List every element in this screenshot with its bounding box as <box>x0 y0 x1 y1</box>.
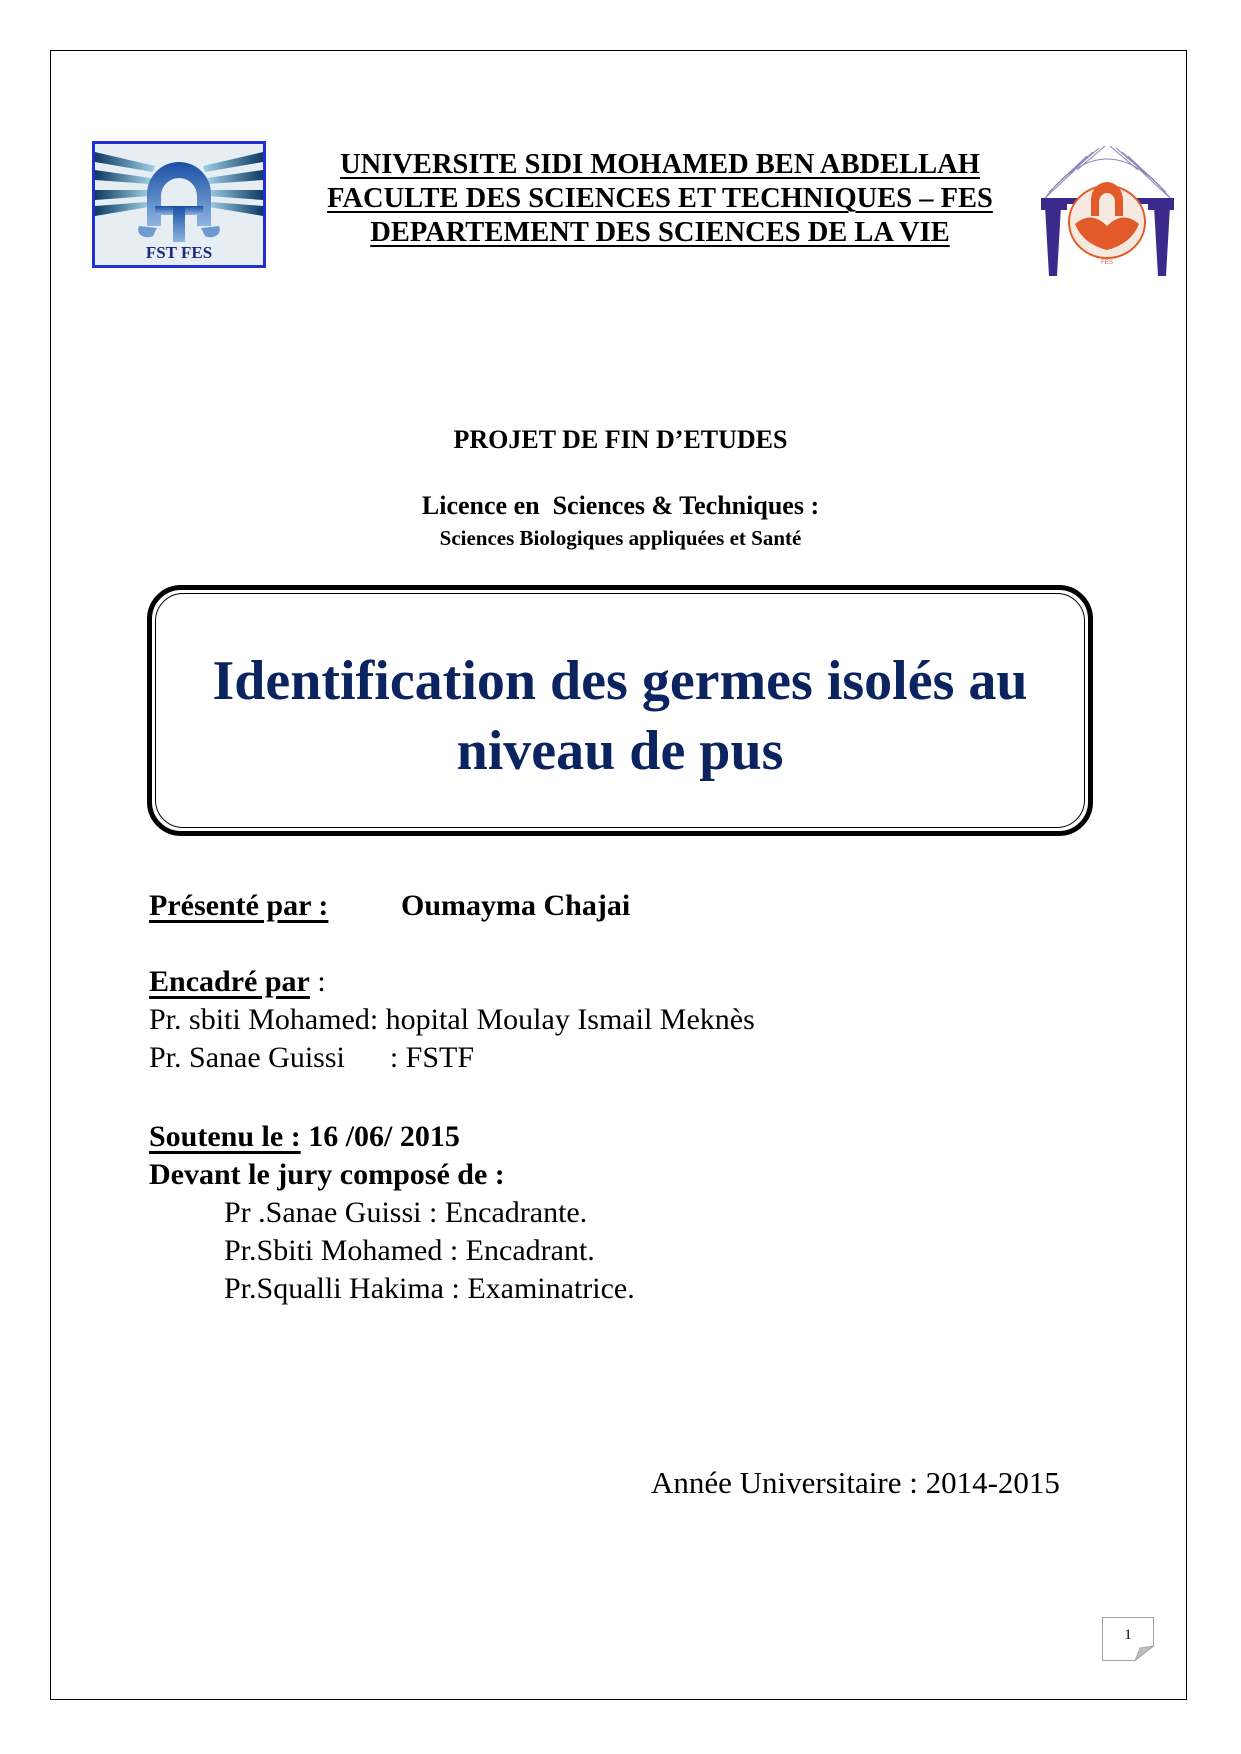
svg-text:FST FES: FST FES <box>145 243 213 262</box>
thesis-title <box>150 646 1090 786</box>
university-emblem-icon <box>1035 140 1180 280</box>
presented-by-label: Présenté par : <box>149 889 329 922</box>
usmba-logo <box>1035 140 1180 280</box>
supervised-by <box>149 965 326 999</box>
fst-emblem-icon <box>95 144 263 265</box>
supervisor-2: Pr. Sanae Guissi : FSTF <box>149 1041 475 1074</box>
degree-name: Licence en Sciences & Techniques : <box>421 491 820 520</box>
supervisor-1: Pr. sbiti Mohamed: hopital Moulay Ismail Meknès <box>149 1003 755 1036</box>
jury-member: Pr.Squalli Hakima : Examinatrice. <box>224 1272 635 1305</box>
faculty-name: FACULTE DES SCIENCES ET TECHNIQUES – FES <box>327 183 993 214</box>
project-type: PROJET DE FIN D’ETUDES <box>453 425 788 454</box>
jury-label: Devant le jury composé de : <box>149 1158 505 1191</box>
svg-text:FES: FES <box>1101 260 1113 266</box>
academic-year: Année Universitaire : 2014-2015 <box>651 1465 1060 1500</box>
supervised-by-label: Encadré par <box>149 965 310 998</box>
jury-member: Pr.Sbiti Mohamed : Encadrant. <box>224 1234 595 1267</box>
fst-fes-logo <box>92 141 266 268</box>
page-number: 1 <box>1124 1627 1132 1643</box>
presented-by <box>149 889 631 923</box>
degree-specialty: Sciences Biologiques appliquées et Santé <box>439 526 802 550</box>
page-number-badge <box>1102 1617 1154 1661</box>
thesis-title-line-2: niveau de pus <box>456 720 784 782</box>
defense-date-value: 16 /06/ 2015 <box>300 1120 460 1153</box>
university-name: UNIVERSITE SIDI MOHAMED BEN ABDELLAH <box>340 149 980 180</box>
defense-label: Soutenu le : <box>149 1120 301 1153</box>
institution-header <box>290 148 1030 250</box>
student-name: Oumayma Chajai <box>401 889 631 922</box>
department-name: DEPARTEMENT DES SCIENCES DE LA VIE <box>370 217 950 248</box>
jury-member: Pr .Sanae Guissi : Encadrante. <box>224 1196 588 1229</box>
supervised-by-colon: : <box>309 965 326 998</box>
page-border <box>50 50 1187 1700</box>
defense-date <box>149 1120 460 1154</box>
thesis-title-line-1: Identification des germes isolés au <box>212 650 1028 712</box>
